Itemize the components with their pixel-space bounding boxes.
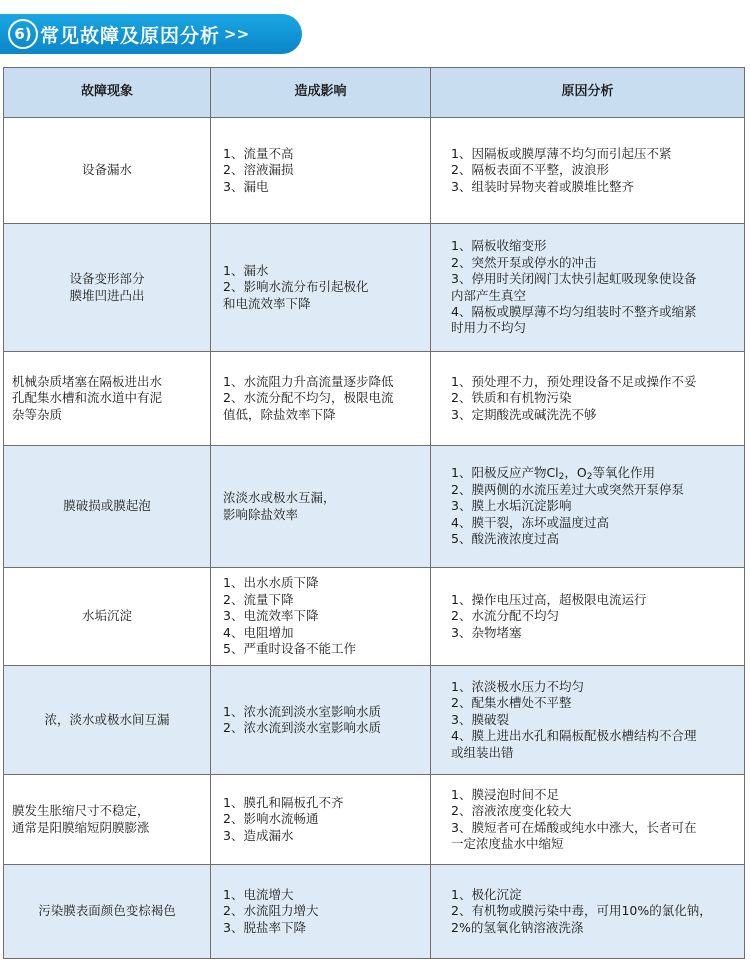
cell-line: 5、严重时设备不能工作 <box>223 641 356 657</box>
effect-cell <box>211 118 431 224</box>
cell-line: 2、水流分配不均匀，极限电流 <box>223 390 394 406</box>
text-run: 1、阳极反应产物Cl <box>451 465 559 481</box>
phenomenon-cell <box>4 352 211 446</box>
cell-line: 或组装出错 <box>451 744 514 760</box>
cell-line: 3、电流效率下降 <box>223 608 319 624</box>
cell-line: 2、配集水槽处不平整 <box>451 695 572 711</box>
cell-line: 2、影响水流畅通 <box>223 811 319 827</box>
cell-line: 杂等杂质 <box>12 406 63 422</box>
phenomenon-cell <box>4 568 211 666</box>
effect-cell <box>211 446 431 568</box>
phenomenon-cell <box>4 446 211 568</box>
table-row <box>4 865 745 959</box>
cell-line: 2、膜两侧的水流压差过大或突然开泵停泵 <box>451 481 684 497</box>
subscript: 2 <box>558 472 565 483</box>
cell-line: 1、电流增大 <box>223 886 294 902</box>
cause-cell <box>431 224 745 352</box>
section-number-badge: 6) <box>8 19 38 49</box>
cell-line: 2、突然开泵或停水的冲击 <box>451 254 597 270</box>
cell-line: 1、预处理不力，预处理设备不足或操作不妥 <box>451 373 697 389</box>
cell-line: 设备变形部分 <box>69 271 145 287</box>
table-row <box>4 446 745 568</box>
cause-cell <box>431 775 745 865</box>
cell-line: 1、因隔板或膜厚薄不均匀而引起压不紧 <box>451 145 672 161</box>
cell-line: 时用力不均匀 <box>451 320 527 336</box>
cell-line: 3、漏电 <box>223 178 269 194</box>
table-row <box>4 568 745 666</box>
cell-line: 浓，淡水或极水间互漏 <box>44 711 170 727</box>
cell-line: 机械杂质堵塞在隔板进出水 <box>12 373 163 389</box>
phenomenon-cell <box>4 865 211 959</box>
cell-line: 和电流效率下降 <box>223 295 311 311</box>
phenomenon-cell <box>4 224 211 352</box>
cell-line-with-subscripts <box>451 465 736 481</box>
cell-line: 膜发生胀缩尺寸不稳定， <box>12 803 150 819</box>
cell-line: 浓淡水或极水互漏， <box>223 490 336 506</box>
cell-line: 水垢沉淀 <box>81 608 132 624</box>
cell-line: 2、影响水流分布引起极化 <box>223 279 369 295</box>
cell-line: 膜堆凹进凸出 <box>69 287 145 303</box>
cell-line: 2、溶液漏损 <box>223 162 294 178</box>
cell-line: 1、流量不高 <box>223 145 294 161</box>
cell-line: 3、造成漏水 <box>223 827 294 843</box>
cell-line: 4、膜干裂，冻坏或温度过高 <box>451 514 609 530</box>
cell-line: 1、极化沉淀 <box>451 886 522 902</box>
cause-cell <box>431 865 745 959</box>
cell-line: 3、停用时关闭阀门太快引起虹吸现象使设备 <box>451 271 697 287</box>
table-row <box>4 666 745 775</box>
cell-line: 一定浓度盐水中缩短 <box>451 835 564 851</box>
cell-line: 1、浓水流到淡水室影响水质 <box>223 703 381 719</box>
cell-line: 1、隔板收缩变形 <box>451 238 547 254</box>
cell-line: 3、定期酸洗或碱洗洗不够 <box>451 406 597 422</box>
section-title: 常见故障及原因分析 <box>40 24 221 47</box>
cell-line: 2、水流分配不均匀 <box>451 608 559 624</box>
cell-line: 通常是阳膜缩短阴膜膨涨 <box>12 819 150 835</box>
cause-cell <box>431 446 745 568</box>
cell-line: 2、有机物或膜污染中毒，可用10%的氯化钠， <box>451 903 712 919</box>
table-row <box>4 224 745 352</box>
cell-line: 值低，除盐效率下降 <box>223 406 336 422</box>
cell-line: 3、膜上水垢沉淀影响 <box>451 498 572 514</box>
double-chevron-icon: >> <box>224 25 250 43</box>
cell-line: 3、杂物堵塞 <box>451 624 522 640</box>
cell-line: 2、水流阻力增大 <box>223 903 319 919</box>
cell-line: 孔配集水槽和流水道中有泥 <box>12 390 163 406</box>
cell-line: 影响除盐效率 <box>223 506 299 522</box>
cause-cell <box>431 352 745 446</box>
fault-analysis-table <box>3 67 745 959</box>
cell-line: 1、膜浸泡时间不足 <box>451 786 559 802</box>
cell-line: 设备漏水 <box>81 162 132 178</box>
phenomenon-cell <box>4 118 211 224</box>
cell-line: 1、出水水质下降 <box>223 575 319 591</box>
phenomenon-cell <box>4 775 211 865</box>
cell-line: 膜破损或膜起泡 <box>63 498 151 514</box>
text-run: 等氧化作用 <box>592 465 655 481</box>
effect-cell <box>211 865 431 959</box>
effect-cell <box>211 775 431 865</box>
cell-line: 5、酸洗液浓度过高 <box>451 531 559 547</box>
cause-cell <box>431 568 745 666</box>
cell-line: 1、操作电压过高，超极限电流运行 <box>451 591 647 607</box>
cell-line: 2、流量下降 <box>223 591 294 607</box>
cell-line: 3、膜短者可在烯酸或纯水中涨大，长者可在 <box>451 819 697 835</box>
header-effect: 造成影响 <box>211 68 431 118</box>
cell-line: 4、隔板或膜厚薄不均匀组装时不整齐或缩紧 <box>451 303 697 319</box>
table-row <box>4 775 745 865</box>
effect-cell <box>211 666 431 775</box>
cell-line: 2、隔板表面不平整，波浪形 <box>451 162 609 178</box>
cell-line: 内部产生真空 <box>451 287 527 303</box>
section-banner <box>0 14 302 54</box>
cell-line: 1、浓淡极水压力不均匀 <box>451 678 584 694</box>
cell-line: 1、漏水 <box>223 262 269 278</box>
table-header-row <box>4 68 745 118</box>
header-phenomenon: 故障现象 <box>4 68 211 118</box>
text-run: ，O <box>564 465 587 481</box>
cell-line: 4、电阻增加 <box>223 624 294 640</box>
cell-line: 3、脱盐率下降 <box>223 919 306 935</box>
cell-line: 2%的氢氧化钠溶液洗涤 <box>451 919 584 935</box>
effect-cell <box>211 568 431 666</box>
table-row <box>4 118 745 224</box>
cell-line: 1、膜孔和隔板孔不齐 <box>223 794 344 810</box>
phenomenon-cell <box>4 666 211 775</box>
cell-line: 2、溶液浓度变化较大 <box>451 803 572 819</box>
cell-line: 4、膜上进出水孔和隔板配极水槽结构不合理 <box>451 728 697 744</box>
cell-line: 3、膜破裂 <box>451 711 509 727</box>
effect-cell <box>211 224 431 352</box>
cell-line: 3、组装时异物夹着或膜堆比整齐 <box>451 178 634 194</box>
cell-line: 1、水流阻力升高流量逐步降低 <box>223 373 394 389</box>
subscript: 2 <box>586 472 593 483</box>
header-cause: 原因分析 <box>431 68 745 118</box>
cell-line: 污染膜表面颜色变棕褐色 <box>38 903 176 919</box>
cause-cell <box>431 118 745 224</box>
cell-line: 2、铁质和有机物污染 <box>451 390 572 406</box>
effect-cell <box>211 352 431 446</box>
cause-cell <box>431 666 745 775</box>
table-row <box>4 352 745 446</box>
cell-line: 2、浓水流到淡水室影响水质 <box>223 720 381 735</box>
